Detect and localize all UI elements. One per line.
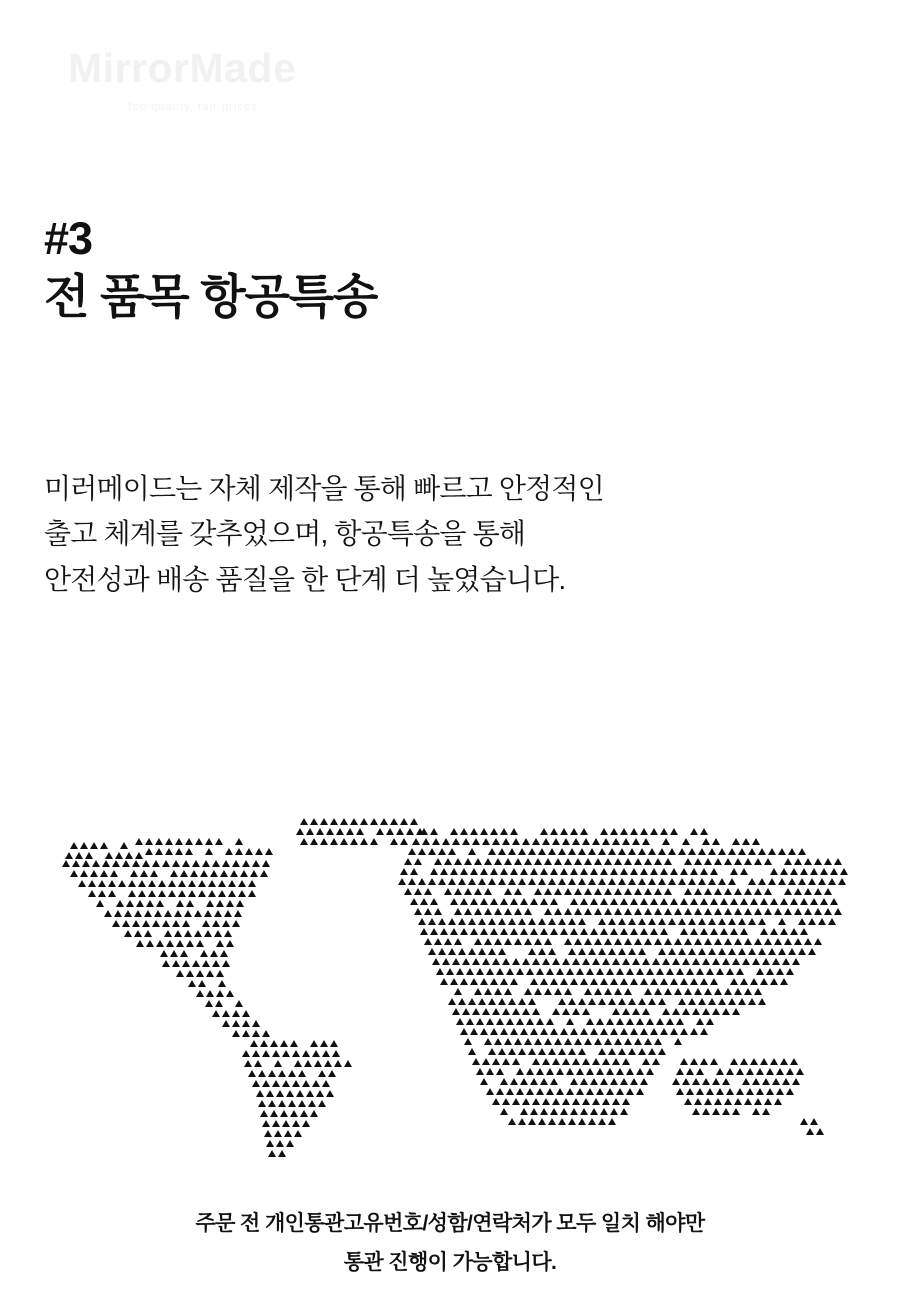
world-map-svg: [0, 742, 900, 1162]
footer-line-2: 통관 진행이 가능합니다.: [343, 1250, 557, 1274]
watermark: [68, 45, 358, 113]
heading-block: [44, 215, 856, 324]
watermark-tagline: Top quality, fair prices: [126, 101, 258, 113]
world-map: [0, 742, 900, 1162]
body-line-3: 안전성과 배송 품질을 한 단계 더 높였습니다.: [44, 563, 566, 595]
body-paragraph: [44, 466, 860, 602]
footer-line-1: 주문 전 개인통관고유번호/성함/연락처가 모두 일치 해야만: [195, 1212, 705, 1235]
footer-note: [0, 1205, 900, 1283]
body-line-1: 미러메이드는 자체 제작을 통해 빠르고 안정적인: [44, 473, 604, 504]
page-title: 전 품목 항공특송: [44, 270, 378, 324]
heading-number: #3: [44, 213, 93, 264]
body-line-2: 출고 체계를 갖추었으며, 항공특송을 통해: [44, 518, 526, 550]
watermark-brand: MirrorMade: [68, 45, 297, 91]
